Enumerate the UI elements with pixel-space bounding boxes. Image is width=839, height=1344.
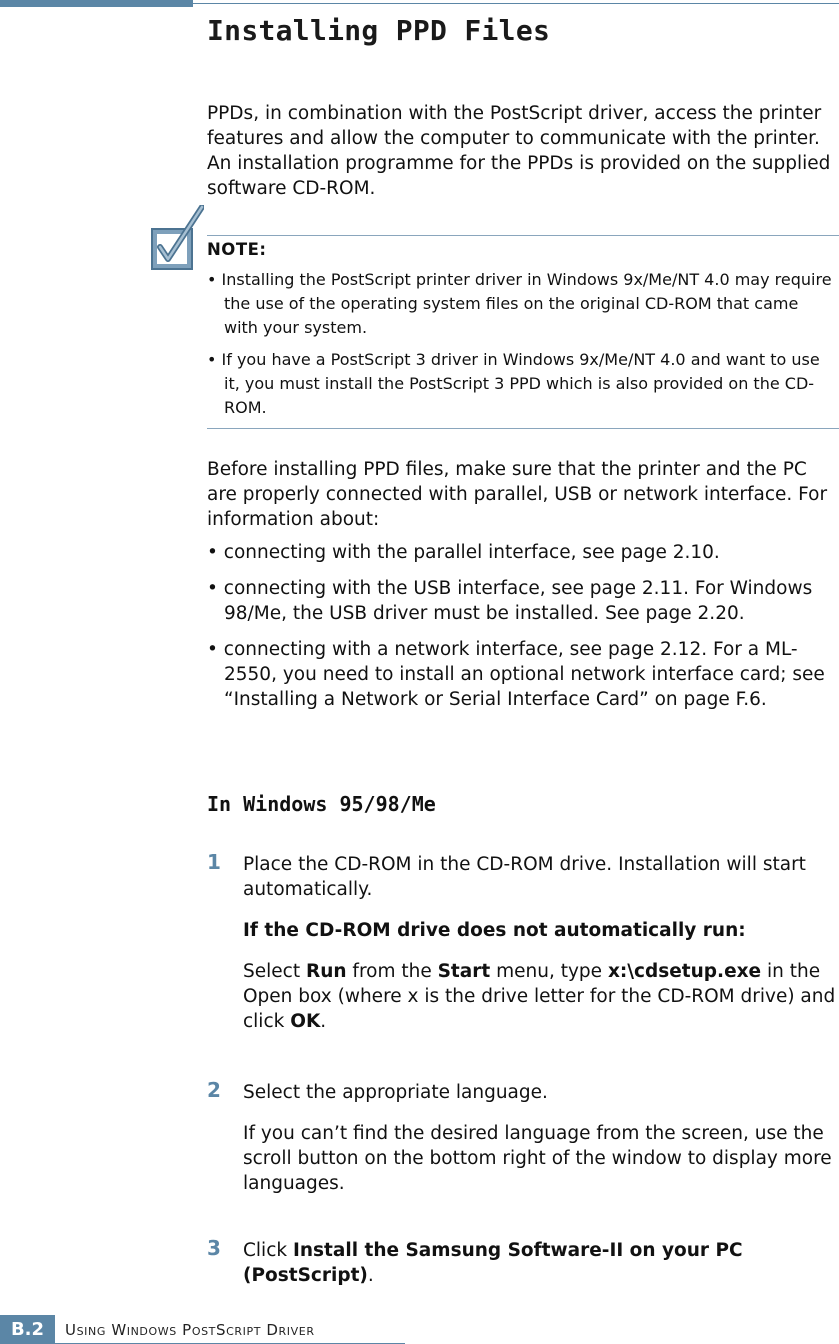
note-item: • If you have a PostScript 3 driver in Windows 9x/Me/NT 4.0 and want to use it, you must install the PostScript 3 PPD which is also provided on the CD-ROM. xyxy=(207,350,820,417)
header-accent-bar xyxy=(0,0,193,7)
step-number: 3 xyxy=(207,1236,221,1260)
step-text: Select the appropriate language. xyxy=(243,1082,548,1103)
step-number: 2 xyxy=(207,1078,221,1102)
note-divider-top xyxy=(207,235,839,236)
step-number: 1 xyxy=(207,850,221,874)
chapter-title: Using Windows PostScript Driver xyxy=(65,1321,315,1339)
list-item: • connecting with a network interface, see page 2.12. For a ML-2550, you need to install an optional network interface card; see “Installing a Network or Serial Interface Card” on page F.6. xyxy=(207,639,825,710)
step-body xyxy=(243,1080,837,1208)
note-divider-bottom xyxy=(207,428,839,429)
section-heading: In Windows 95/98/Me xyxy=(207,792,436,816)
step-detail: If you can’t find the desired language from the screen, use the scroll button on the bottom right of the window to display more languages. xyxy=(243,1123,832,1194)
page-title: Installing PPD Files xyxy=(207,14,551,47)
intro-paragraph: PPDs, in combination with the PostScript driver, access the printer features and allow the computer to communicate with the printer. An installation programme for the PPDs is provided on the supplied software CD-ROM. xyxy=(207,103,831,199)
step-subheading: If the CD-ROM drive does not automatically run: xyxy=(243,920,746,941)
header-rule xyxy=(193,3,839,4)
list-item: • connecting with the USB interface, see page 2.11. For Windows 98/Me, the USB driver must be installed. See page 2.20. xyxy=(207,578,813,624)
note-item: • Installing the PostScript printer driver in Windows 9x/Me/NT 4.0 may require the use of the operating system files on the original CD-ROM that came with your system. xyxy=(207,270,832,337)
step-detail: Select Run from the Start menu, type x:\cdsetup.exe in the Open box (where x is the drive letter for the CD-ROM drive) and click OK. xyxy=(243,961,836,1032)
note-title: NOTE: xyxy=(207,240,267,259)
note-list xyxy=(207,268,835,428)
connection-list xyxy=(207,540,835,723)
step-text: Place the CD-ROM in the CD-ROM drive. Installation will start automatically. xyxy=(243,854,806,900)
prerequisite-paragraph: Before installing PPD files, make sure that the printer and the PC are properly connected with parallel, USB or network interface. For information about: xyxy=(207,459,828,530)
checkmark-note-icon xyxy=(148,205,204,271)
step-text: Click Install the Samsung Software-II on your PC (PostScript). xyxy=(243,1240,743,1286)
page-number-badge: B.2 xyxy=(0,1315,55,1344)
step-body xyxy=(243,1238,837,1300)
list-item: • connecting with the parallel interface, see page 2.10. xyxy=(207,542,720,563)
step-body xyxy=(243,852,837,1046)
